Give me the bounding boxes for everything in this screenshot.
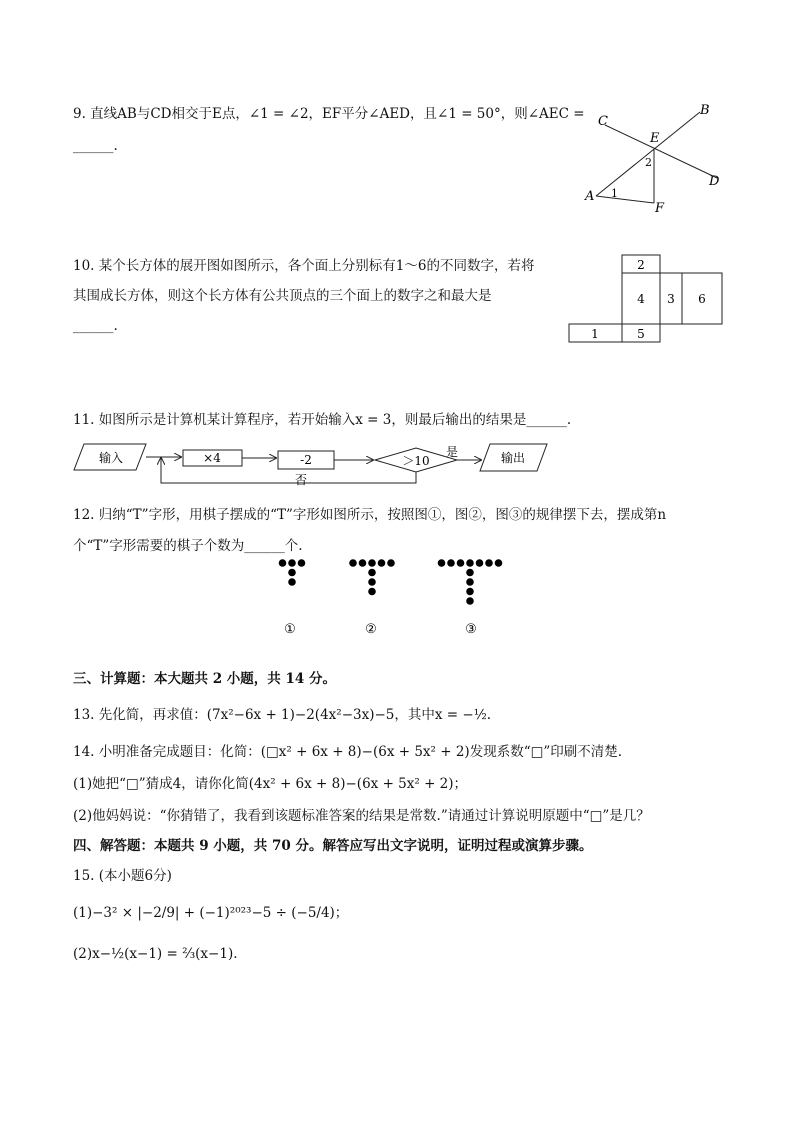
label-a: A: [585, 189, 595, 204]
label-c: C: [598, 114, 608, 129]
chess-piece: [279, 559, 287, 567]
label-f: F: [655, 201, 665, 216]
q15-line1: 15. (本小题6分): [73, 868, 172, 884]
q10-line1: 10. 某个长方体的展开图如图所示，各个面上分别标有1～6的不同数字，若将: [73, 258, 535, 274]
q13-text: 13. 先化简，再求值：(7x²−6x + 1)−2(4x²−3x)−5，其中x = −½.: [73, 707, 492, 723]
q9-geometry-figure: [580, 98, 730, 220]
label-b: B: [700, 103, 710, 118]
line-cd: [605, 125, 717, 178]
angle2-label: 2: [645, 156, 652, 169]
line-af: [596, 196, 654, 203]
chess-piece: [359, 559, 367, 567]
chess-piece: [466, 559, 474, 567]
q14-line1: 14. 小明准备完成题目：化简：(□x² + 6x + 8)−(6x + 5x² + 2)发现系数“□”印刷不清楚.: [73, 744, 623, 760]
chess-piece: [368, 559, 376, 567]
q9-line1: 9. 直线AB与CD相交于E点，∠1 = ∠2，EF平分∠AED，且∠1 = 50°，则∠AEC =: [73, 106, 585, 122]
chess-piece: [387, 559, 395, 567]
section3-heading: 三、计算题：本大题共 2 小题，共 14 分。: [73, 671, 336, 687]
chess-piece: [476, 559, 484, 567]
line-ab: [596, 112, 700, 196]
q10-line3: ______.: [73, 318, 118, 334]
chess-piece: [368, 578, 376, 586]
chess-piece: [378, 559, 386, 567]
net-number: 2: [637, 258, 645, 272]
chess-piece: [288, 569, 296, 577]
q14-line3: (2)他妈妈说：“你猜错了，我看到该题标准答案的结果是常数.”请通过计算说明原题中“□”是几？: [73, 808, 650, 824]
chess-piece: [466, 597, 474, 605]
fig-label: ③: [465, 622, 477, 637]
angle1-label: 1: [611, 187, 618, 200]
q15-line3: (2)x−½(x−1) = ⅔(x−1).: [73, 946, 238, 962]
chess-piece: [438, 559, 446, 567]
chess-piece: [288, 559, 296, 567]
q11-flowchart: [70, 440, 560, 488]
flow-condition-label: ＞10: [402, 454, 430, 468]
chess-piece: [349, 559, 357, 567]
net-number: 1: [591, 327, 599, 341]
chess-piece: [466, 569, 474, 577]
chess-piece: [495, 559, 503, 567]
q15-line2: (1)−3² × |−2/9| + (−1)²⁰²³−5 ÷ (−5/4)；: [73, 905, 349, 921]
chess-piece: [457, 559, 465, 567]
net-number: 6: [698, 292, 706, 306]
flow-minus2-label: -2: [300, 453, 312, 467]
label-d: D: [709, 174, 720, 189]
t-dots-group: [279, 559, 503, 605]
chess-piece: [368, 588, 376, 596]
chess-piece: [288, 578, 296, 586]
section4-heading: 四、解答题：本题共 9 小题，共 70 分。解答应写出文字说明，证明过程或演算步骤。: [73, 838, 593, 854]
net-number: 4: [637, 292, 645, 306]
chess-piece: [466, 578, 474, 586]
q11-line1: 11. 如图所示是计算机某计算程序，若开始输入x = 3，则最后输出的结果是______.: [73, 412, 572, 428]
fig-label: ②: [365, 622, 377, 637]
q12-line1: 12. 归纳“T”字形，用棋子摆成的“T”字形如图所示，按照图①，图②，图③的规律摆下去，摆成第n: [73, 507, 667, 523]
flow-arrow-no-loop: [161, 458, 416, 483]
chess-piece: [466, 588, 474, 596]
chess-piece: [447, 559, 455, 567]
flow-output-label: 输出: [500, 451, 526, 465]
q10-line2: 其围成长方体，则这个长方体有公共顶点的三个面上的数字之和最大是: [73, 288, 492, 304]
label-e: E: [650, 131, 660, 146]
chess-piece: [368, 569, 376, 577]
net-number: 3: [667, 292, 675, 306]
q9-line2: ______.: [73, 138, 118, 154]
chess-piece: [485, 559, 493, 567]
net-number: 5: [637, 327, 645, 341]
flow-yes-label: 是: [446, 445, 459, 459]
q14-line2: (1)她把“□”猜成4，请你化简(4x² + 6x + 8)−(6x + 5x² + 2)；: [73, 776, 468, 792]
flow-times4-label: ×4: [203, 451, 221, 465]
q12-line2: 个“T”字形需要的棋子个数为______个.: [73, 538, 303, 554]
chess-piece: [298, 559, 306, 567]
q12-t-pattern-figure: [270, 556, 520, 642]
flow-no-label: 否: [295, 473, 308, 487]
q10-cuboid-net: [568, 254, 724, 346]
flow-input-label: 输入: [98, 451, 124, 465]
fig-label: ①: [284, 622, 296, 637]
